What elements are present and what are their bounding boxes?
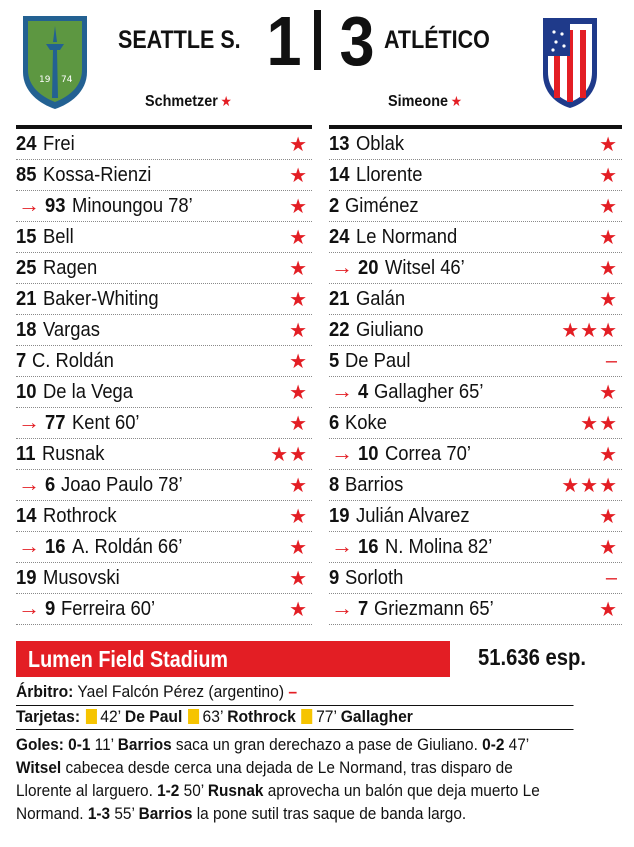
referee-name: Yael Falcón Pérez (argentino) [77,682,285,701]
player-number: 21 [329,287,350,310]
player-number: 9 [329,566,340,589]
substitution-arrow-icon: → [331,256,353,279]
home-lineup [16,125,312,625]
player-number: 93 [45,194,66,217]
crest-year-left: 19 [39,75,51,85]
player-number: 11 [16,442,36,465]
player-name: Sorloth [345,566,404,589]
goal-scorer: Rusnak [207,781,264,800]
player-row [329,532,622,563]
away-coach-name: Simeone [388,93,449,110]
yellow-card-icon [301,709,312,724]
player-name: Julián Alvarez [356,504,470,527]
player-name: Barrios [345,473,404,496]
player-row [329,191,622,222]
player-row [16,532,312,563]
stadium-name: Lumen Field Stadium [28,646,229,672]
goals-line-1 [16,733,613,756]
player-number: 25 [16,256,37,279]
substitution-arrow-icon: → [331,380,353,403]
player-rating: ★ [599,227,618,249]
substitution-arrow-icon: → [18,411,40,434]
player-rating: ★ [599,196,618,218]
card-player: De Paul [124,707,183,726]
goal-text: 11’ [90,735,118,754]
player-rating: ★ [599,444,618,466]
goal-text: la pone sutil tras saque de banda largo. [192,804,467,823]
goals-line-3 [16,779,613,802]
player-rating: ★ [289,258,308,280]
player-rating: ★ [289,568,308,590]
player-rating: – [605,350,618,372]
player-rating: ★★ [270,444,308,466]
player-row [16,439,312,470]
player-name: Koke [345,411,388,434]
player-rating: ★ [289,320,308,342]
player-name: Kossa-Rienzi [43,163,152,186]
goal-text: saca un gran derechazo a pase de Giuliano. [171,735,483,754]
home-coach [145,93,232,111]
player-rating: ★★★ [561,320,618,342]
player-number: 7 [16,349,27,372]
player-number: 18 [16,318,37,341]
goal-score: 1-2 [157,781,180,800]
player-row [16,346,312,377]
cards-line [16,707,574,730]
player-rating: – [605,567,618,589]
player-rating: ★ [599,537,618,559]
goal-score: 0-1 [68,735,91,754]
yellow-card-icon [86,709,97,724]
player-row [16,222,312,253]
home-team-name: SEATTLE S. [118,26,241,54]
player-row [329,129,622,160]
substitution-arrow-icon: → [331,442,353,465]
player-number: 7 [358,597,369,620]
player-rating: ★ [599,382,618,404]
player-rating: ★★ [580,413,618,435]
player-number: 10 [16,380,37,403]
player-number: 16 [45,535,66,558]
player-row [16,408,312,439]
player-number: 8 [329,473,340,496]
player-row [329,346,622,377]
player-number: 20 [358,256,379,279]
player-number: 15 [16,225,37,248]
referee-label: Árbitro: [16,682,74,701]
player-rating: ★ [289,599,308,621]
away-coach-rating: ★ [450,93,463,109]
player-rating: ★ [289,165,308,187]
goals-summary [16,733,613,825]
player-rating: ★ [289,382,308,404]
player-rating: ★ [599,289,618,311]
player-row [329,315,622,346]
goal-score: 1-3 [87,804,111,823]
player-rating: ★ [289,351,308,373]
away-score: 3 [339,2,375,80]
player-rating: ★ [599,599,618,621]
player-row [16,470,312,501]
player-name: Correa 70’ [385,442,472,465]
player-name: Giménez [345,194,419,217]
player-number: 10 [358,442,379,465]
attendance: 51.636 esp. [478,644,587,670]
player-name: Bell [43,225,74,248]
player-row [16,284,312,315]
cards-label: Tarjetas: [16,707,81,726]
substitution-arrow-icon: → [331,597,353,620]
player-rating: ★ [599,258,618,280]
referee-line [16,682,574,706]
player-rating: ★ [289,289,308,311]
player-rating: ★ [289,506,308,528]
player-name: Frei [43,132,75,155]
player-rating: ★ [289,196,308,218]
player-number: 6 [45,473,56,496]
stadium-banner [16,641,450,677]
yellow-card-icon [188,709,199,724]
player-name: Ferreira 60’ [61,597,156,620]
goal-text: 50’ [179,781,208,800]
player-number: 85 [16,163,37,186]
player-rating: ★ [289,227,308,249]
player-number: 13 [329,132,350,155]
player-row [329,439,622,470]
seattle-sounders-crest [20,12,90,110]
card-player: Gallagher [340,707,413,726]
player-row [16,315,312,346]
player-number: 14 [329,163,350,186]
player-row [329,160,622,191]
player-name: De la Vega [43,380,134,403]
crest-year-right: 74 [61,75,73,85]
atletico-madrid-crest [540,14,600,110]
player-name: Witsel 46’ [385,256,466,279]
player-rating: ★ [289,134,308,156]
goal-text: aprovecha un balón que deja muerto Le [263,781,540,800]
player-row [16,594,312,625]
player-name: Le Normand [356,225,458,248]
player-number: 4 [358,380,369,403]
substitution-arrow-icon: → [18,597,40,620]
player-name: Ragen [43,256,98,279]
goal-text: 55’ [110,804,139,823]
player-number: 9 [45,597,56,620]
player-number: 16 [358,535,379,558]
player-number: 2 [329,194,340,217]
player-rating: ★ [289,413,308,435]
card-minute: 77’ [316,707,337,726]
player-name: Griezmann 65’ [374,597,494,620]
away-lineup [329,125,622,625]
player-number: 77 [45,411,66,434]
player-name: Baker-Whiting [43,287,159,310]
player-name: Galán [356,287,406,310]
player-name: Giuliano [356,318,424,341]
player-row [329,563,622,594]
player-number: 24 [329,225,350,248]
player-name: Oblak [356,132,405,155]
player-number: 21 [16,287,37,310]
player-name: N. Molina 82’ [385,535,493,558]
goals-label: Goles: [16,735,64,754]
card-player: Rothrock [227,707,296,726]
goal-scorer: Barrios [138,804,193,823]
home-coach-name: Schmetzer [145,93,218,110]
substitution-arrow-icon: → [18,535,40,558]
card-minute: 63’ [202,707,223,726]
player-row [329,408,622,439]
player-row [16,563,312,594]
player-number: 19 [16,566,37,589]
player-row [16,377,312,408]
home-score: 1 [266,2,302,80]
goal-scorer: Witsel [16,758,62,777]
player-name: Musovski [43,566,120,589]
player-row [329,594,622,625]
player-name: Rothrock [43,504,117,527]
substitution-arrow-icon: → [18,473,40,496]
player-row [329,222,622,253]
match-header [0,0,634,120]
goals-line-4 [16,802,613,825]
player-name: Gallagher 65’ [374,380,484,403]
score-divider [314,10,321,70]
player-rating: ★ [289,475,308,497]
player-row [329,501,622,532]
goals-line-2 [16,756,613,779]
player-name: De Paul [345,349,411,372]
goal-text: Llorente al larguero. [16,781,158,800]
player-number: 5 [329,349,340,372]
player-row [329,470,622,501]
player-name: C. Roldán [32,349,114,372]
player-row [329,253,622,284]
player-name: Minoungou 78’ [72,194,193,217]
referee-rating: – [288,682,298,701]
goal-text: 47’ [504,735,530,754]
player-name: A. Roldán 66’ [72,535,183,558]
player-name: Kent 60’ [72,411,140,434]
player-number: 6 [329,411,340,434]
goal-scorer: Barrios [117,735,172,754]
player-rating: ★★★ [561,475,618,497]
player-row [16,129,312,160]
player-number: 19 [329,504,350,527]
goal-score: 0-2 [482,735,505,754]
player-name: Rusnak [42,442,105,465]
player-rating: ★ [599,134,618,156]
player-row [329,377,622,408]
player-row [329,284,622,315]
player-rating: ★ [599,506,618,528]
goal-text: Normand. [16,804,88,823]
player-row [16,191,312,222]
goal-text: cabecea desde cerca una dejada de Le Normand, tras disparo de [61,758,513,777]
player-name: Llorente [356,163,423,186]
player-name: Vargas [43,318,101,341]
player-number: 24 [16,132,37,155]
player-number: 14 [16,504,37,527]
substitution-arrow-icon: → [18,194,40,217]
card-minute: 42’ [100,707,121,726]
player-row [16,501,312,532]
player-rating: ★ [599,165,618,187]
player-number: 22 [329,318,350,341]
away-team-name: ATLÉTICO [384,26,490,54]
substitution-arrow-icon: → [331,535,353,558]
player-row [16,160,312,191]
home-coach-rating: ★ [220,93,232,109]
player-name: Joao Paulo 78’ [61,473,183,496]
player-row [16,253,312,284]
player-rating: ★ [289,537,308,559]
away-coach [388,93,462,111]
